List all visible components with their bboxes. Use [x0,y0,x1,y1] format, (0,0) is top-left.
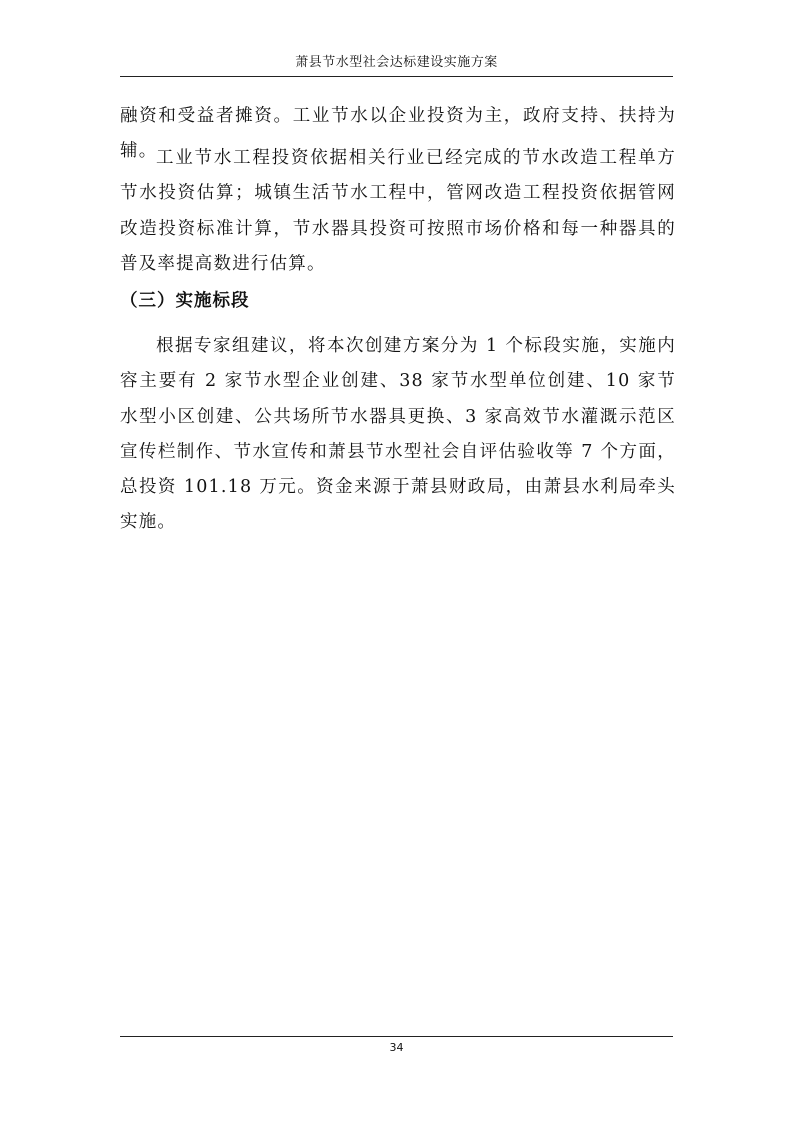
header-divider [120,76,673,77]
body-paragraph: 工业节水工程投资依据相关行业已经完成的节水改造工程单方节水投资估算；城镇生活节水工程中，管网改造工程投资依据管网改造投资标准计算，节水器具投资可按照市场价格和每一种器具的普及率提高数进行估算。 [120,148,676,274]
section-heading: （三）实施标段 [120,291,250,311]
footer-divider [120,1036,673,1037]
body-paragraph: 根据专家组建议，将本次创建方案分为 1 个标段实施，实施内容主要有 2 家节水型企业创建、38 家节水型单位创建、10 家节水型小区创建、公共场所节水器具更换、3 家高效节水灌溉示范区宣传栏制作、节水宣传和萧县节水型社会自评估验收等 7 个方面，总投资 101.18 万元。资金来源于萧县财政局，由萧县水利局牵头实施。 [120,336,676,533]
body-paragraph: 融资和受益者摊资。工业节水以企业投资为主，政府支持、扶持为辅。 [120,106,676,162]
page-header-title: 萧县节水型社会达标建设实施方案 [295,55,498,70]
page-number: 34 [389,1041,404,1054]
